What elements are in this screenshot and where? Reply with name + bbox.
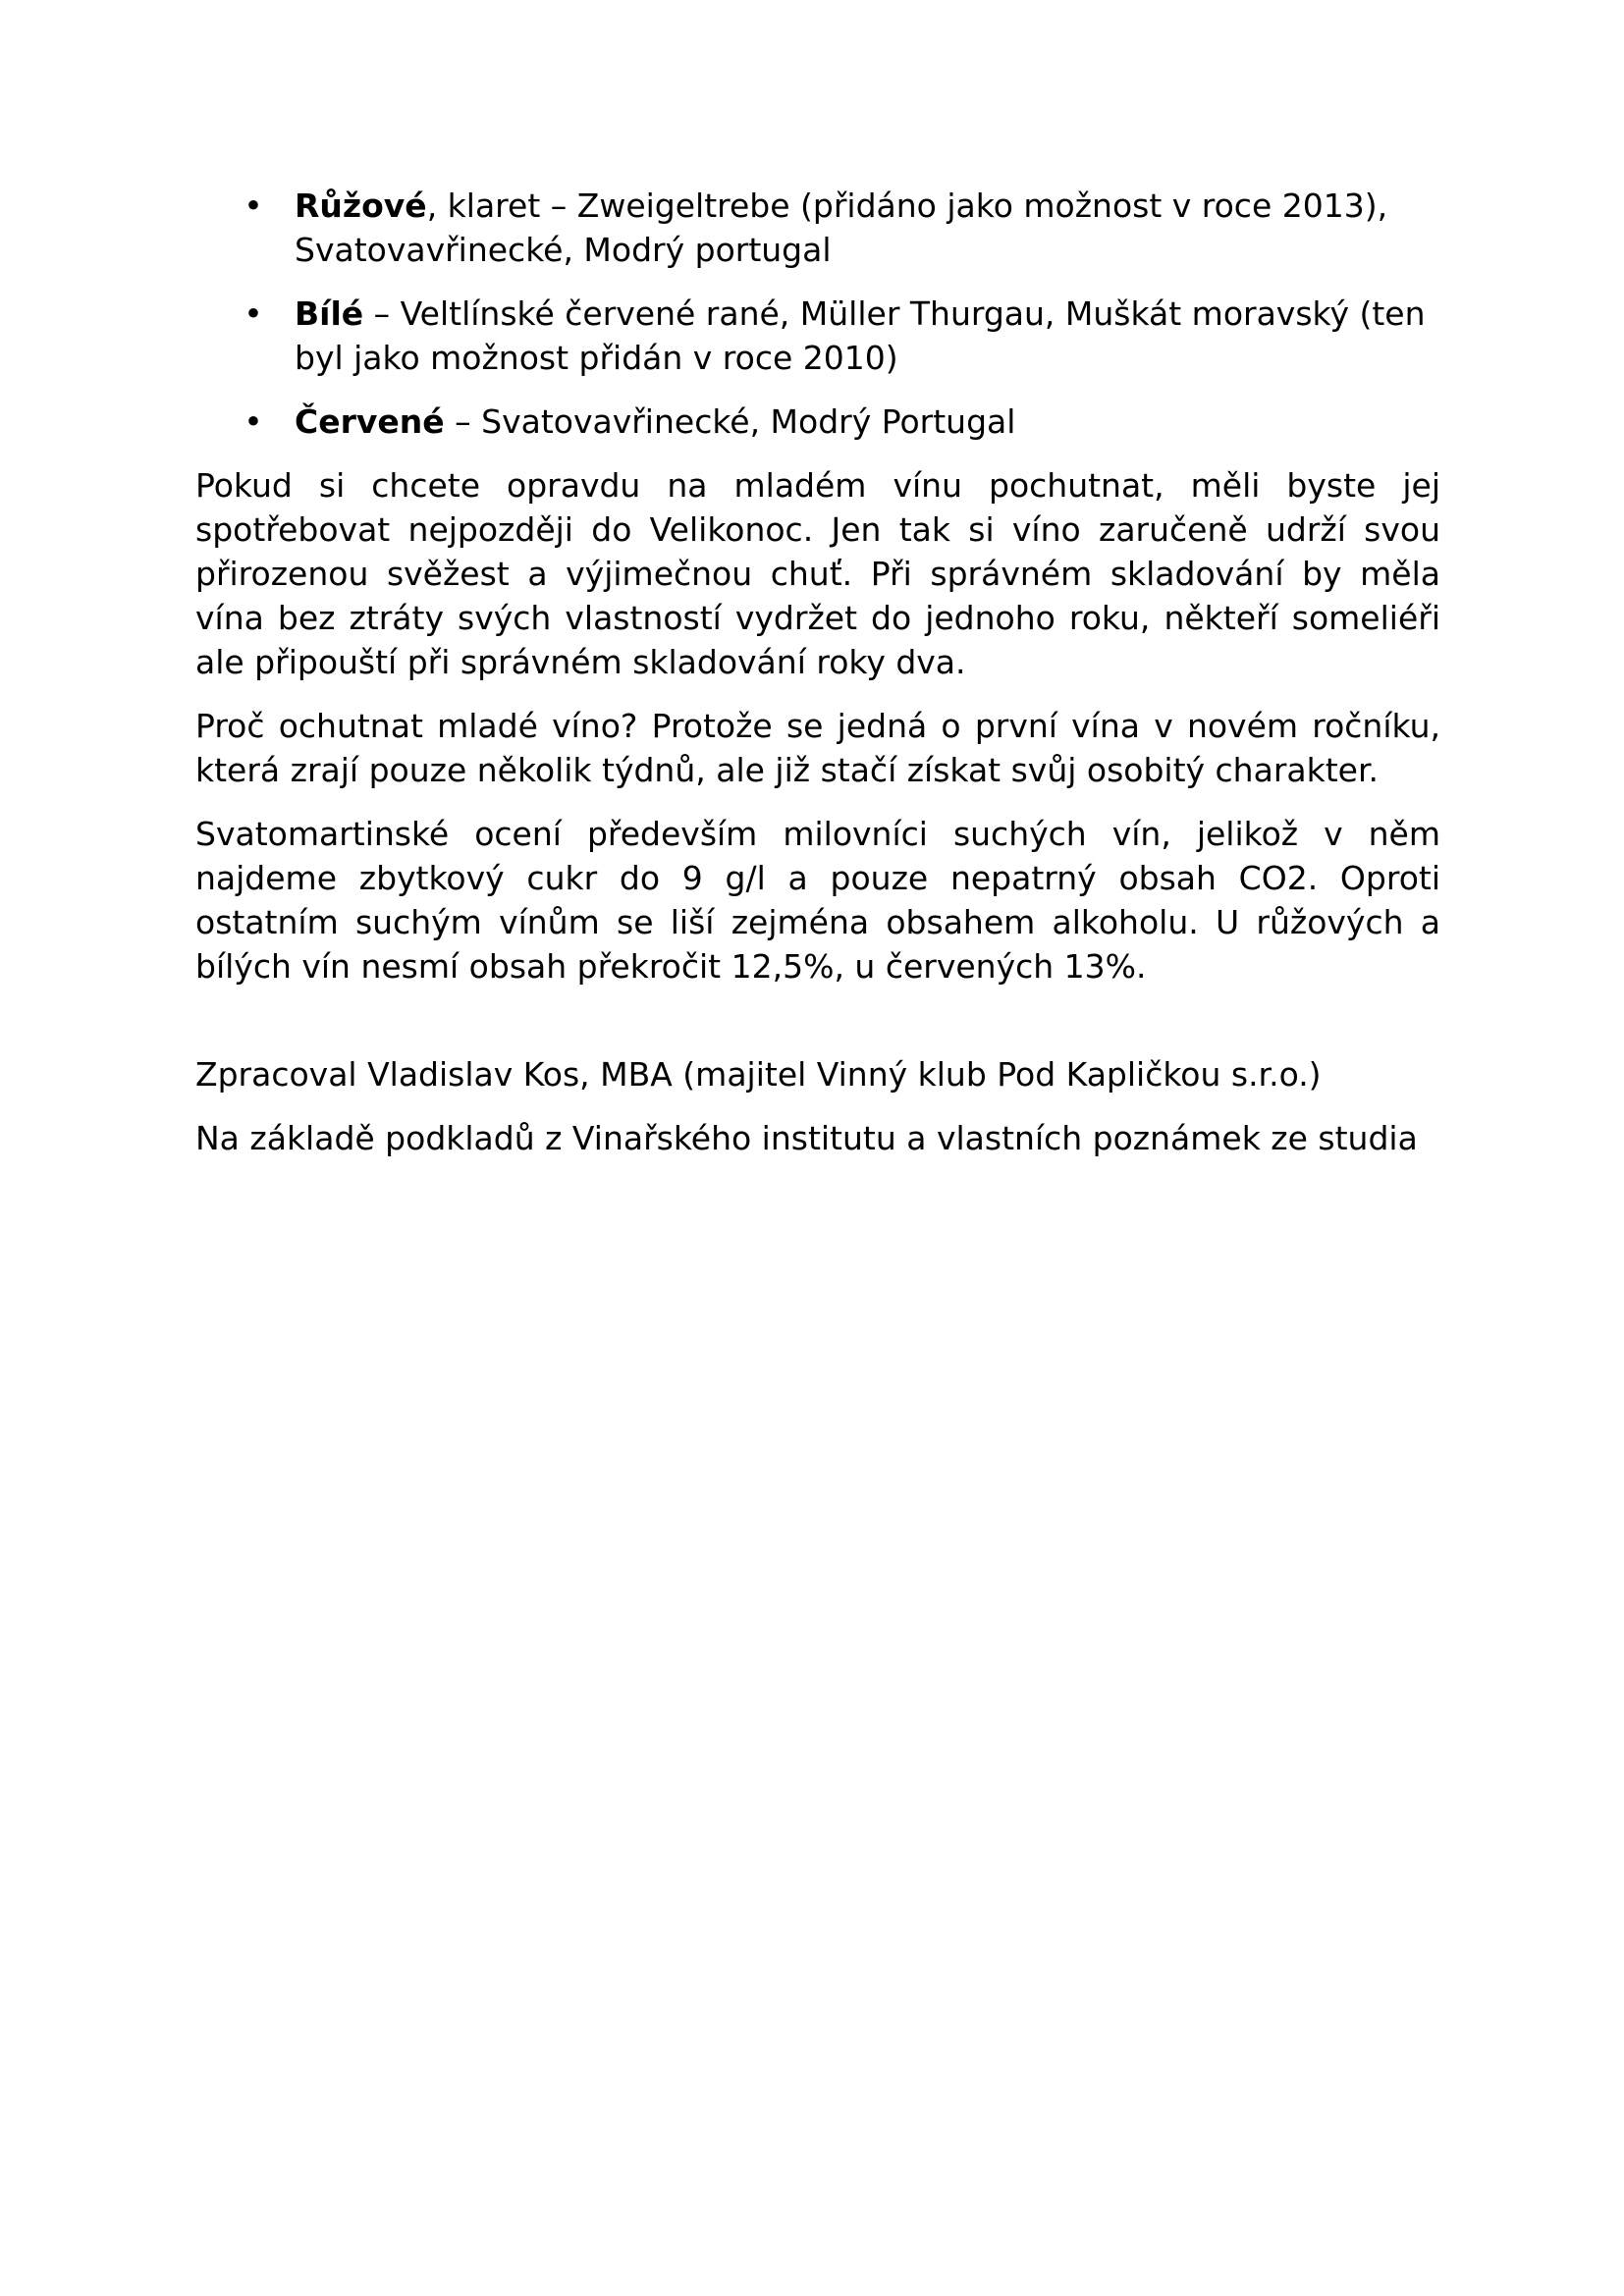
spacer xyxy=(195,1008,1440,1052)
list-item-white xyxy=(195,292,1440,380)
wine-type-list xyxy=(195,184,1440,444)
bullet-icon: • xyxy=(244,187,263,225)
list-item-text: – Veltlínské červené rané, Müller Thurgau, Muškát moravský (ten byl jako možnost přidán v roce 2010) xyxy=(295,294,1426,377)
list-item-term: Červené xyxy=(295,402,445,441)
bullet-icon: • xyxy=(244,294,263,333)
list-item-text: , klaret – Zweigeltrebe (přidáno jako možnost v roce 2013), Svatovavřinecké, Modrý portugal xyxy=(295,187,1388,269)
source-credit: Na základě podkladů z Vinařského institutu a vlastních poznámek ze studia xyxy=(195,1119,1418,1157)
list-item-red xyxy=(195,400,1440,444)
paragraph-why-taste: Proč ochutnat mladé víno? Protože se jedná o první vína v novém ročníku, která zrají pouze několik týdnů, ale již stačí získat svůj osobitý charakter. xyxy=(195,707,1440,789)
paragraph-characteristics: Svatomartinské ocení především milovníci suchých vín, jelikož v něm najdeme zbytkový cukr do 9 g/l a pouze nepatrný obsah CO2. Oproti ostatním suchým vínům se liší zejména obsahem alkoholu. U růžových a bílých vín nesmí obsah překročit 12,5%, u červených 13%. xyxy=(195,815,1440,986)
list-item-text: – Svatovavřinecké, Modrý Portugal xyxy=(444,402,1016,441)
paragraph-consumption: Pokud si chcete opravdu na mladém vínu pochutnat, měli byste jej spotřebovat nejpozději do Velikonoc. Jen tak si víno zaručeně udrží svou přirozenou svěžest a výjimečnou chuť. Při správném skladování by měla vína bez ztráty svých vlastností vydržet do jednoho roku, někteří someliéři ale připouští při správném skladování roky dva. xyxy=(195,466,1440,681)
list-item-rose xyxy=(195,184,1440,272)
list-item-term: Bílé xyxy=(295,294,364,333)
bullet-icon: • xyxy=(244,402,263,441)
list-item-term: Růžové xyxy=(295,187,427,225)
document-content xyxy=(195,184,1440,1180)
author-credit: Zpracoval Vladislav Kos, MBA (majitel Vinný klub Pod Kapličkou s.r.o.) xyxy=(195,1055,1322,1094)
